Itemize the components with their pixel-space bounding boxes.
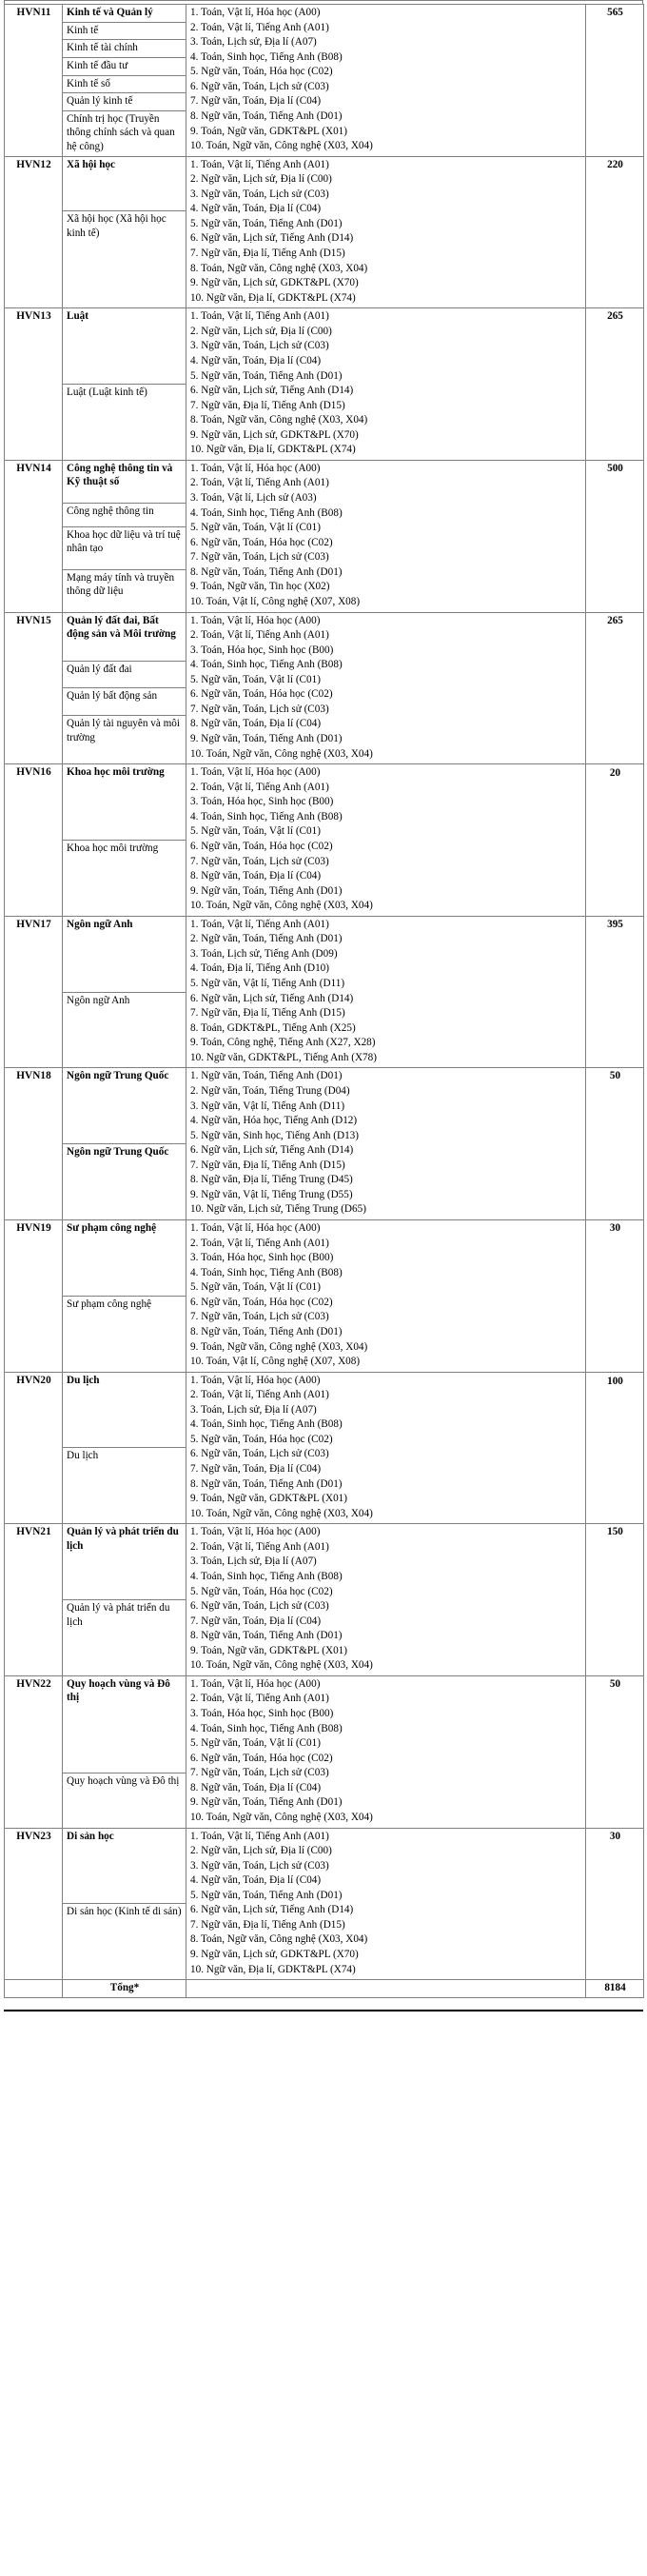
- combination-item: 7. Ngữ văn, Toán, Lịch sử (C03): [190, 551, 329, 564]
- combination-item: 2. Ngữ văn, Toán, Tiếng Anh (D01): [190, 933, 343, 945]
- combination-item: 6. Ngữ văn, Toán, Hóa học (C02): [190, 688, 333, 701]
- quota-cell: 150: [586, 1524, 644, 1676]
- quota-cell: 265: [586, 612, 644, 764]
- major-name-cell: Ngôn ngữ Anh: [63, 992, 186, 1068]
- combination-item: 10. Toán, Vật lí, Công nghệ (X07, X08): [190, 595, 361, 607]
- combination-item: 2. Ngữ văn, Lịch sử, Địa lí (C00): [190, 173, 332, 186]
- quota-cell: 20: [586, 764, 644, 917]
- combination-item: 10. Ngữ văn, GDKT&PL, Tiếng Anh (X78): [190, 1051, 377, 1063]
- combination-item: 8. Toán, Ngữ văn, Công nghệ (X03, X04): [190, 1933, 368, 1946]
- combination-item: 5. Ngữ văn, Toán, Vật lí (C01): [190, 1281, 321, 1294]
- combination-item: 8. Toán, Ngữ văn, Công nghệ (X03, X04): [190, 414, 368, 426]
- combination-item: 10. Toán, Ngữ văn, Công nghệ (X03, X04): [190, 1811, 373, 1823]
- combination-item: 1. Toán, Vật lí, Hóa học (A00): [190, 462, 321, 474]
- combination-item: 7. Ngữ văn, Toán, Lịch sử (C03): [190, 1311, 329, 1323]
- combination-item: 10. Ngữ văn, Địa lí, GDKT&PL (X74): [190, 1963, 356, 1975]
- table-row: [5, 612, 644, 661]
- major-name-cell: Quy hoạch vùng và Đô thị: [63, 1773, 186, 1828]
- total-row: [5, 1980, 644, 1998]
- combination-item: 1. Toán, Vật lí, Tiếng Anh (A01): [190, 1830, 329, 1842]
- group-name-cell: Luật: [63, 308, 186, 385]
- combination-item: 9. Toán, Ngữ văn, GDKT&PL (X01): [190, 1493, 347, 1505]
- combination-item: 9. Ngữ văn, Toán, Tiếng Anh (D01): [190, 884, 343, 897]
- group-name-cell: Du lịch: [63, 1372, 186, 1448]
- combination-item: 3. Ngữ văn, Vật lí, Tiếng Anh (D11): [190, 1100, 345, 1112]
- combination-item: 1. Ngữ văn, Toán, Tiếng Anh (D01): [190, 1070, 343, 1082]
- admission-code-cell: HVN13: [5, 308, 63, 461]
- group-name-cell: Quy hoạch vùng và Đô thị: [63, 1675, 186, 1773]
- combination-item: 7. Ngữ văn, Toán, Lịch sử (C03): [190, 1767, 329, 1779]
- combination-item: 2. Toán, Vật lí, Tiếng Anh (A01): [190, 1389, 329, 1401]
- combination-list-cell: [186, 1828, 586, 1980]
- major-name-cell: Kinh tế tài chính: [63, 40, 186, 58]
- admission-code-cell: HVN11: [5, 5, 63, 157]
- table-row: [5, 1068, 644, 1144]
- combination-item: 8. Ngữ văn, Toán, Tiếng Anh (D01): [190, 1477, 343, 1490]
- combination-item: 7. Ngữ văn, Toán, Lịch sử (C03): [190, 855, 329, 867]
- combination-item: 8. Ngữ văn, Toán, Địa lí (C04): [190, 718, 322, 730]
- combination-item: 10. Toán, Vật lí, Công nghệ (X07, X08): [190, 1356, 361, 1368]
- group-name-cell: Kinh tế và Quản lý: [63, 5, 186, 23]
- table-row: [5, 764, 644, 841]
- combination-item: 9. Toán, Ngữ văn, Tin học (X02): [190, 581, 330, 593]
- table-row: [5, 5, 644, 23]
- combination-item: 10. Ngữ văn, Lịch sử, Tiếng Trung (D65): [190, 1203, 366, 1216]
- combination-item: 6. Ngữ văn, Lịch sử, Tiếng Anh (D14): [190, 1904, 354, 1916]
- combination-item: 6. Ngữ văn, Lịch sử, Tiếng Anh (D14): [190, 385, 354, 397]
- table-row: [5, 308, 644, 385]
- group-name-cell: Xã hội học: [63, 156, 186, 210]
- group-name-cell: Khoa học môi trường: [63, 764, 186, 841]
- group-name-cell: Quản lý và phát triển du lịch: [63, 1524, 186, 1600]
- combination-item: 2. Toán, Vật lí, Tiếng Anh (A01): [190, 1540, 329, 1553]
- combination-list-cell: [186, 1524, 586, 1676]
- combination-item: 3. Ngữ văn, Toán, Lịch sử (C03): [190, 1859, 329, 1872]
- combination-item: 6. Ngữ văn, Toán, Lịch sử (C03): [190, 1600, 329, 1613]
- combination-item: 7. Ngữ văn, Toán, Địa lí (C04): [190, 95, 322, 108]
- combination-item: 3. Toán, Hóa học, Sinh học (B00): [190, 644, 334, 656]
- combination-item: 4. Toán, Sinh học, Tiếng Anh (B08): [190, 1266, 343, 1278]
- admission-code-cell: HVN22: [5, 1675, 63, 1828]
- table-row: [5, 1524, 644, 1600]
- major-name-cell: Quản lý tài nguyên và môi trường: [63, 715, 186, 763]
- total-row-empty-combination: [186, 1980, 586, 1998]
- combination-item: 4. Toán, Sinh học, Tiếng Anh (B08): [190, 1570, 343, 1582]
- quota-cell: 50: [586, 1068, 644, 1220]
- combination-item: 4. Toán, Sinh học, Tiếng Anh (B08): [190, 1722, 343, 1734]
- combination-item: 5. Ngữ văn, Sinh học, Tiếng Anh (D13): [190, 1129, 359, 1141]
- admission-code-cell: HVN23: [5, 1828, 63, 1980]
- combination-item: 6. Ngữ văn, Toán, Hóa học (C02): [190, 1296, 333, 1308]
- combination-item: 3. Ngữ văn, Toán, Lịch sử (C03): [190, 340, 329, 352]
- admission-code-cell: HVN17: [5, 916, 63, 1068]
- table-row: [5, 1828, 644, 1904]
- combination-item: 3. Toán, Hóa học, Sinh học (B00): [190, 796, 334, 808]
- major-name-cell: Chính trị học (Truyền thông chính sách và quan hệ công): [63, 110, 186, 156]
- combination-item: 9. Toán, Ngữ văn, Công nghệ (X03, X04): [190, 1340, 368, 1353]
- combination-item: 3. Toán, Vật lí, Lịch sử (A03): [190, 492, 317, 504]
- total-label: Tổng*: [63, 1980, 186, 1998]
- group-name-cell: Quản lý đất đai, Bất động sản và Môi trường: [63, 612, 186, 661]
- table-row: [5, 156, 644, 210]
- group-name-cell: Ngôn ngữ Anh: [63, 916, 186, 992]
- table-row: [5, 1372, 644, 1448]
- combination-item: 5. Ngữ văn, Toán, Tiếng Anh (D01): [190, 369, 343, 382]
- major-name-cell: Kinh tế đầu tư: [63, 57, 186, 75]
- total-row-spacer: [5, 1980, 63, 1998]
- quota-cell: 30: [586, 1828, 644, 1980]
- table-row: [5, 1220, 644, 1297]
- major-name-cell: Mạng máy tính và truyền thông dữ liệu: [63, 569, 186, 612]
- combination-item: 5. Ngữ văn, Toán, Tiếng Anh (D01): [190, 1889, 343, 1901]
- admission-code-cell: HVN12: [5, 156, 63, 308]
- combination-item: 6. Ngữ văn, Lịch sử, Tiếng Anh (D14): [190, 992, 354, 1004]
- combination-item: 3. Toán, Hóa học, Sinh học (B00): [190, 1252, 334, 1264]
- combination-item: 2. Ngữ văn, Lịch sử, Địa lí (C00): [190, 325, 332, 337]
- combination-item: 4. Ngữ văn, Toán, Địa lí (C04): [190, 354, 322, 367]
- combination-item: 3. Toán, Lịch sử, Tiếng Anh (D09): [190, 947, 338, 960]
- combination-item: 4. Toán, Địa lí, Tiếng Anh (D10): [190, 962, 330, 975]
- combination-item: 9. Ngữ văn, Vật lí, Tiếng Trung (D55): [190, 1188, 353, 1200]
- combination-item: 1. Toán, Vật lí, Hóa học (A00): [190, 614, 321, 626]
- major-name-cell: Sư phạm công nghệ: [63, 1296, 186, 1372]
- quota-cell: 50: [586, 1675, 644, 1828]
- combination-item: 7. Ngữ văn, Địa lí, Tiếng Anh (D15): [190, 1918, 345, 1931]
- admission-code-cell: HVN16: [5, 764, 63, 917]
- combination-item: 7. Ngữ văn, Toán, Địa lí (C04): [190, 1463, 322, 1475]
- major-name-cell: Xã hội học (Xã hội học kinh tế): [63, 210, 186, 307]
- combination-item: 4. Toán, Sinh học, Tiếng Anh (B08): [190, 1418, 343, 1431]
- admission-code-cell: HVN14: [5, 460, 63, 612]
- combination-item: 10. Toán, Ngữ văn, Công nghệ (X03, X04): [190, 1659, 373, 1672]
- combination-item: 8. Ngữ văn, Toán, Tiếng Anh (D01): [190, 565, 343, 578]
- combination-item: 7. Ngữ văn, Địa lí, Tiếng Anh (D15): [190, 248, 345, 259]
- combination-item: 2. Toán, Vật lí, Tiếng Anh (A01): [190, 1237, 329, 1249]
- quota-cell: 500: [586, 460, 644, 612]
- combination-item: 5. Ngữ văn, Toán, Hóa học (C02): [190, 66, 333, 78]
- combination-item: 1. Toán, Vật lí, Hóa học (A00): [190, 7, 321, 18]
- major-name-cell: Quản lý và phát triển du lịch: [63, 1600, 186, 1676]
- combination-item: 7. Ngữ văn, Toán, Lịch sử (C03): [190, 703, 329, 715]
- group-name-cell: Công nghệ thông tin và Kỹ thuật số: [63, 460, 186, 503]
- combination-item: 3. Toán, Hóa học, Sinh học (B00): [190, 1708, 334, 1719]
- combination-item: 2. Toán, Vật lí, Tiếng Anh (A01): [190, 1693, 329, 1705]
- combination-item: 1. Toán, Vật lí, Hóa học (A00): [190, 1677, 321, 1690]
- table-row: [5, 916, 644, 992]
- combination-item: 5. Ngữ văn, Toán, Hóa học (C02): [190, 1433, 333, 1445]
- combination-item: 4. Toán, Sinh học, Tiếng Anh (B08): [190, 506, 343, 519]
- combination-item: 6. Ngữ văn, Lịch sử, Tiếng Anh (D14): [190, 1144, 354, 1157]
- combination-item: 4. Ngữ văn, Hóa học, Tiếng Anh (D12): [190, 1115, 358, 1127]
- combination-item: 10. Toán, Ngữ văn, Công nghệ (X03, X04): [190, 140, 373, 152]
- combination-item: 5. Ngữ văn, Toán, Vật lí (C01): [190, 825, 321, 838]
- quota-cell: 30: [586, 1220, 644, 1373]
- group-name-cell: Ngôn ngữ Trung Quốc: [63, 1068, 186, 1144]
- combination-item: 5. Ngữ văn, Toán, Hóa học (C02): [190, 1585, 333, 1597]
- combination-item: 1. Toán, Vật lí, Tiếng Anh (A01): [190, 158, 329, 170]
- quota-cell: 395: [586, 916, 644, 1068]
- combination-item: 3. Toán, Lịch sử, Địa lí (A07): [190, 36, 317, 49]
- combination-item: 7. Ngữ văn, Toán, Địa lí (C04): [190, 1615, 322, 1627]
- admission-quota-table: [4, 4, 644, 1998]
- combination-item: 4. Toán, Sinh học, Tiếng Anh (B08): [190, 50, 343, 63]
- combination-item: 4. Toán, Sinh học, Tiếng Anh (B08): [190, 659, 343, 671]
- major-name-cell: Ngôn ngữ Trung Quốc: [63, 1144, 186, 1220]
- combination-item: 5. Ngữ văn, Toán, Vật lí (C01): [190, 1737, 321, 1750]
- table-row: [5, 460, 644, 503]
- combination-item: 9. Ngữ văn, Lịch sử, GDKT&PL (X70): [190, 1949, 359, 1960]
- total-value: 8184: [586, 1980, 644, 1998]
- combination-item: 7. Ngữ văn, Địa lí, Tiếng Anh (D15): [190, 1159, 345, 1171]
- combination-item: 2. Toán, Vật lí, Tiếng Anh (A01): [190, 21, 329, 33]
- combination-list-cell: [186, 1220, 586, 1373]
- combination-item: 7. Ngữ văn, Địa lí, Tiếng Anh (D15): [190, 399, 345, 411]
- combination-item: 3. Toán, Lịch sử, Địa lí (A07): [190, 1556, 317, 1568]
- combination-item: 6. Ngữ văn, Toán, Lịch sử (C03): [190, 80, 329, 92]
- combination-item: 9. Toán, Ngữ văn, GDKT&PL (X01): [190, 125, 347, 137]
- combination-item: 9. Ngữ văn, Lịch sử, GDKT&PL (X70): [190, 428, 359, 441]
- combination-item: 10. Toán, Ngữ văn, Công nghệ (X03, X04): [190, 1507, 373, 1519]
- combination-list-cell: [186, 1372, 586, 1524]
- combination-list-cell: [186, 460, 586, 612]
- major-name-cell: Kinh tế: [63, 22, 186, 40]
- combination-list-cell: [186, 156, 586, 308]
- combination-item: 4. Ngữ văn, Toán, Địa lí (C04): [190, 203, 322, 215]
- admission-code-cell: HVN21: [5, 1524, 63, 1676]
- major-name-cell: Kinh tế số: [63, 75, 186, 93]
- combination-item: 9. Toán, Ngữ văn, GDKT&PL (X01): [190, 1644, 347, 1656]
- combination-list-cell: [186, 1068, 586, 1220]
- combination-item: 3. Ngữ văn, Toán, Lịch sử (C03): [190, 188, 329, 200]
- combination-item: 6. Ngữ văn, Lịch sử, Tiếng Anh (D14): [190, 232, 354, 245]
- admission-code-cell: HVN19: [5, 1220, 63, 1373]
- combination-item: 1. Toán, Vật lí, Tiếng Anh (A01): [190, 310, 329, 323]
- major-name-cell: Công nghệ thông tin: [63, 503, 186, 526]
- combination-item: 8. Ngữ văn, Toán, Tiếng Anh (D01): [190, 1325, 343, 1338]
- combination-item: 1. Toán, Vật lí, Hóa học (A00): [190, 1526, 321, 1538]
- combination-item: 2. Ngữ văn, Toán, Tiếng Trung (D04): [190, 1084, 350, 1097]
- major-name-cell: Khoa học dữ liệu và trí tuệ nhân tạo: [63, 526, 186, 569]
- combination-item: 8. Toán, Ngữ văn, Công nghệ (X03, X04): [190, 262, 368, 274]
- combination-item: 10. Toán, Ngữ văn, Công nghệ (X03, X04): [190, 900, 373, 912]
- quota-cell: 265: [586, 308, 644, 461]
- combination-item: 2. Toán, Vật lí, Tiếng Anh (A01): [190, 477, 329, 489]
- major-name-cell: Di sản học (Kinh tế di sản): [63, 1904, 186, 1980]
- combination-item: 5. Ngữ văn, Vật lí, Tiếng Anh (D11): [190, 978, 345, 989]
- combination-item: 9. Ngữ văn, Toán, Tiếng Anh (D01): [190, 1796, 343, 1809]
- combination-list-cell: [186, 1675, 586, 1828]
- combination-item: 9. Toán, Công nghệ, Tiếng Anh (X27, X28): [190, 1037, 376, 1049]
- combination-list-cell: [186, 612, 586, 764]
- combination-item: 1. Toán, Vật lí, Hóa học (A00): [190, 1374, 321, 1386]
- combination-item: 1. Toán, Vật lí, Tiếng Anh (A01): [190, 918, 329, 930]
- combination-item: 5. Ngữ văn, Toán, Tiếng Anh (D01): [190, 217, 343, 229]
- combination-item: 6. Ngữ văn, Toán, Hóa học (C02): [190, 536, 333, 548]
- combination-item: 8. Ngữ văn, Toán, Tiếng Anh (D01): [190, 109, 343, 122]
- combination-item: 8. Ngữ văn, Toán, Tiếng Anh (D01): [190, 1630, 343, 1642]
- combination-list-cell: [186, 308, 586, 461]
- combination-list-cell: [186, 916, 586, 1068]
- combination-item: 4. Ngữ văn, Toán, Địa lí (C04): [190, 1874, 322, 1887]
- combination-item: 5. Ngữ văn, Toán, Vật lí (C01): [190, 673, 321, 685]
- combination-item: 2. Toán, Vật lí, Tiếng Anh (A01): [190, 781, 329, 793]
- combination-item: 6. Ngữ văn, Toán, Lịch sử (C03): [190, 1448, 329, 1460]
- combination-item: 5. Ngữ văn, Toán, Vật lí (C01): [190, 522, 321, 534]
- major-name-cell: Khoa học môi trường: [63, 840, 186, 916]
- page-bottom-rule: [4, 2010, 643, 2011]
- combination-item: 1. Toán, Vật lí, Hóa học (A00): [190, 1222, 321, 1234]
- combination-item: 8. Toán, GDKT&PL, Tiếng Anh (X25): [190, 1021, 356, 1034]
- combination-list-cell: [186, 764, 586, 917]
- admission-code-cell: HVN15: [5, 612, 63, 764]
- combination-item: 9. Ngữ văn, Lịch sử, GDKT&PL (X70): [190, 277, 359, 289]
- combination-item: 8. Ngữ văn, Toán, Địa lí (C04): [190, 1781, 322, 1793]
- major-name-cell: Quản lý đất đai: [63, 661, 186, 688]
- combination-item: 6. Ngữ văn, Toán, Hóa học (C02): [190, 840, 333, 852]
- admission-code-cell: HVN20: [5, 1372, 63, 1524]
- major-name-cell: Du lịch: [63, 1448, 186, 1524]
- combination-item: 2. Toán, Vật lí, Tiếng Anh (A01): [190, 629, 329, 642]
- combination-item: 4. Toán, Sinh học, Tiếng Anh (B08): [190, 810, 343, 822]
- combination-item: 2. Ngữ văn, Lịch sử, Địa lí (C00): [190, 1845, 332, 1857]
- combination-item: 3. Toán, Lịch sử, Địa lí (A07): [190, 1403, 317, 1416]
- quota-cell: 100: [586, 1372, 644, 1524]
- combination-item: 8. Ngữ văn, Địa lí, Tiếng Trung (D45): [190, 1174, 353, 1186]
- major-name-cell: Quản lý bất động sản: [63, 688, 186, 716]
- combination-item: 6. Ngữ văn, Toán, Hóa học (C02): [190, 1752, 333, 1764]
- combination-item: 9. Ngữ văn, Toán, Tiếng Anh (D01): [190, 733, 343, 744]
- combination-item: 10. Toán, Ngữ văn, Công nghệ (X03, X04): [190, 747, 373, 760]
- group-name-cell: Di sản học: [63, 1828, 186, 1904]
- quota-cell: 220: [586, 156, 644, 308]
- major-name-cell: Quản lý kinh tế: [63, 93, 186, 111]
- major-name-cell: Luật (Luật kinh tế): [63, 385, 186, 461]
- admission-code-cell: HVN18: [5, 1068, 63, 1220]
- combination-item: 1. Toán, Vật lí, Hóa học (A00): [190, 766, 321, 779]
- combination-item: 10. Ngữ văn, Địa lí, GDKT&PL (X74): [190, 444, 356, 456]
- group-name-cell: Sư phạm công nghệ: [63, 1220, 186, 1297]
- combination-list-cell: [186, 5, 586, 157]
- quota-cell: 565: [586, 5, 644, 157]
- combination-item: 10. Ngữ văn, Địa lí, GDKT&PL (X74): [190, 291, 356, 304]
- combination-item: 8. Ngữ văn, Toán, Địa lí (C04): [190, 870, 322, 882]
- table-row: [5, 1675, 644, 1773]
- combination-item: 7. Ngữ văn, Địa lí, Tiếng Anh (D15): [190, 1007, 345, 1020]
